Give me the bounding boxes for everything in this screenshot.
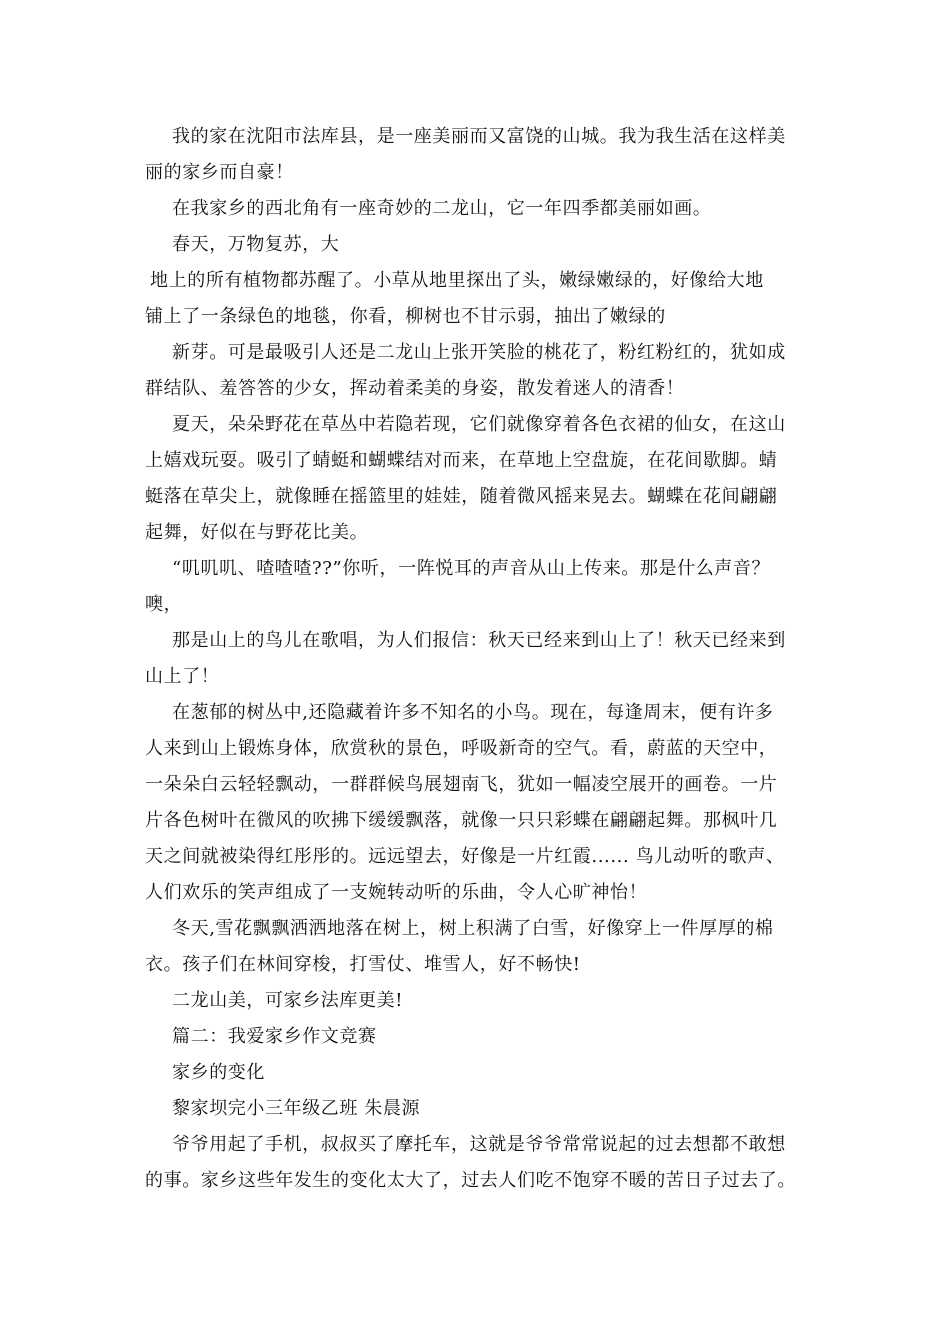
text-line: 人来到山上锻炼身体，欣赏秋的景色，呼吸新奇的空气。看，蔚蓝的天空中， xyxy=(145,738,778,759)
text-line: 噢， xyxy=(145,594,183,615)
text-line: 片各色树叶在微风的吹拂下缓缓飘落，就像一只只彩蝶在翩翩起舞。那枫叶几 xyxy=(145,810,778,831)
text-line: 一朵朵白云轻轻飘动，一群群候鸟展翅南飞，犹如一幅凌空展开的画卷。一片 xyxy=(145,774,778,795)
text-line: 二龙山美，可家乡法库更美! xyxy=(172,990,404,1011)
text-line: 新芽。可是最吸引人还是二龙山上张开笑脸的桃花了，粉红粉红的，犹如成 xyxy=(172,342,786,363)
text-line: 地上的所有植物都苏醒了。小草从地里探出了头，嫩绿嫩绿的，好像给大地 xyxy=(150,270,764,291)
text-line: 篇二：我爱家乡作文竞赛 xyxy=(172,1026,377,1047)
text-line: 丽的家乡而自豪！ xyxy=(145,162,294,183)
text-line: 上嬉戏玩耍。吸引了蜻蜓和蝴蝶结对而来，在草地上空盘旋，在花间歇脚。蜻 xyxy=(145,450,778,471)
text-line: 黎家坝完小三年级乙班 朱晨源 xyxy=(172,1098,421,1119)
text-line: 人们欢乐的笑声组成了一支婉转动听的乐曲，令人心旷神怡！ xyxy=(145,882,648,903)
text-line: 蜓落在草尖上，就像睡在摇篮里的娃娃，随着微风摇来晃去。蝴蝶在花间翩翩 xyxy=(145,486,778,507)
text-line: 群结队、羞答答的少女，挥动着柔美的身姿，散发着迷人的清香！ xyxy=(145,378,685,399)
text-line: 铺上了一条绿色的地毯，你看，柳树也不甘示弱，抽出了嫩绿的 xyxy=(145,306,666,327)
text-line: 天之间就被染得红彤彤的。远远望去，好像是一片红霞...... 鸟儿动听的歌声、 xyxy=(145,846,785,867)
text-line: 冬天,雪花飘飘洒洒地落在树上，树上积满了白雪，好像穿上一件厚厚的棉 xyxy=(172,918,774,939)
text-line: 爷爷用起了手机，叔叔买了摩托车，这就是爷爷常常说起的过去想都不敢想 xyxy=(172,1134,786,1155)
text-line: 起舞，好似在与野花比美。 xyxy=(145,522,369,543)
text-line: 的事。家乡这些年发生的变化太大了，过去人们吃不饱穿不暖的苦日子过去了。 xyxy=(145,1170,796,1191)
text-line: 衣。孩子们在林间穿梭，打雪仗、堆雪人，好不畅快! xyxy=(145,954,581,975)
text-line: 在葱郁的树丛中,还隐藏着许多不知名的小鸟。现在，每逢周末，便有许多 xyxy=(172,702,774,723)
text-line: 那是山上的鸟儿在歌唱，为人们报信：秋天已经来到山上了！秋天已经来到 xyxy=(172,630,786,651)
text-line: 春天，万物复苏，大 xyxy=(172,234,340,255)
text-line: 夏天，朵朵野花在草丛中若隐若现，它们就像穿着各色衣裙的仙女，在这山 xyxy=(172,414,786,435)
text-line: 家乡的变化 xyxy=(172,1062,265,1083)
text-line: 我的家在沈阳市法库县，是一座美丽而又富饶的山城。我为我生活在这样美 xyxy=(172,126,786,147)
text-line: 山上了！ xyxy=(145,666,220,687)
text-line: 在我家乡的西北角有一座奇妙的二龙山，它一年四季都美丽如画。 xyxy=(172,198,712,219)
text-line: “叽叽叽、喳喳喳??”你听，一阵悦耳的声音从山上传来。那是什么声音？ xyxy=(172,558,771,579)
